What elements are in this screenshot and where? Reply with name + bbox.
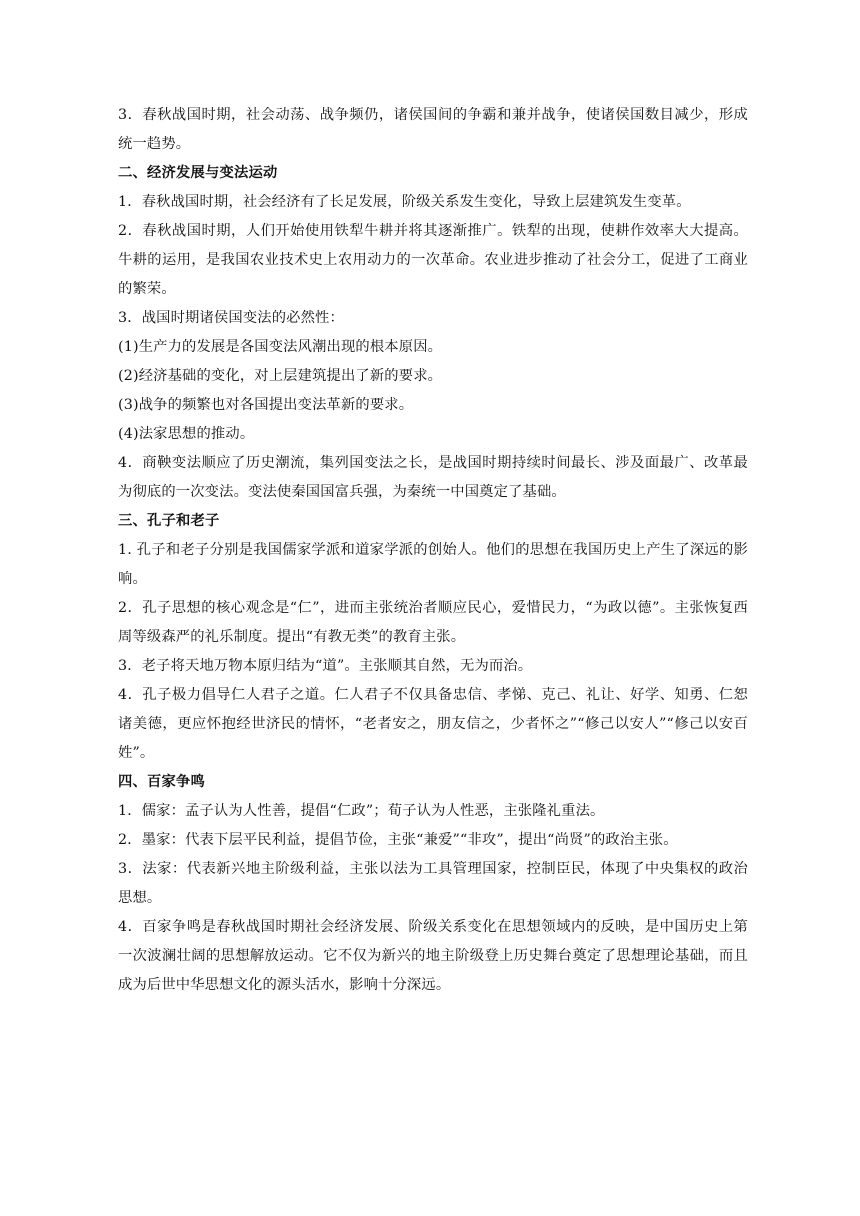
paragraph: 3．老子将天地万物本原归结为“道”。主张顺其自然，无为而治。: [118, 658, 533, 674]
list-item: (1)生产力的发展是各国变法风潮出现的根本原因。: [118, 339, 443, 355]
paragraph: 1．春秋战国时期，社会经济有了长足发展，阶级关系发生变化，导致上层建筑发生变革。: [118, 194, 691, 210]
paragraph: 3．春秋战国时期，社会动荡、战争频仍，诸侯国间的争霸和兼并战争，使诸侯国数目减少，形成统一趋势。: [118, 107, 748, 152]
paragraph: 1．儒家：孟子认为人性善，提倡“仁政”；荀子认为人性恶，主张隆礼重法。: [118, 803, 605, 819]
paragraph: 2．孔子思想的核心观念是“仁”，进而主张统治者顺应民心，爱惜民力，“为政以德”。主张恢复西周等级森严的礼乐制度。提出“有教无类”的教育主张。: [118, 600, 748, 645]
section-heading-hundred-schools: 四、百家争鸣: [118, 774, 205, 790]
paragraph: 2．墨家：代表下层平民利益，提倡节俭，主张“兼爱”“非攻”，提出“尚贤”的政治主张。: [118, 832, 678, 848]
list-item: (4)法家思想的推动。: [118, 426, 255, 442]
paragraph: 4．商鞅变法顺应了历史潮流，集列国变法之长，是战国时期持续时间最长、涉及面最广、改革最为彻底的一次变法。变法使秦国国富兵强，为秦统一中国奠定了基础。: [118, 455, 748, 500]
paragraph: 1. 孔子和老子分别是我国儒家学派和道家学派的创始人。他们的思想在我国历史上产生了深远的影响。: [118, 542, 748, 587]
paragraph: 2．春秋战国时期，人们开始使用铁犁牛耕并将其逐渐推广。铁犁的出现，使耕作效率大大提高。牛耕的运用，是我国农业技术史上农用动力的一次革命。农业进步推动了社会分工，促进了工商业的繁荣。: [118, 223, 748, 297]
section-heading-economy-reform: 二、经济发展与变法运动: [118, 165, 278, 181]
list-item: (2)经济基础的变化，对上层建筑提出了新的要求。: [118, 368, 443, 384]
section-heading-confucius-laozi: 三、孔子和老子: [118, 513, 220, 529]
paragraph: 4．百家争鸣是春秋战国时期社会经济发展、阶级关系变化在思想领域内的反映，是中国历史上第一次波澜壮阔的思想解放运动。它不仅为新兴的地主阶级登上历史舞台奠定了思想理论基础，而且成为后世中华思想文化的源头活水，影响十分深远。: [118, 919, 748, 993]
list-item: (3)战争的频繁也对各国提出变法革新的要求。: [118, 397, 414, 413]
paragraph: 3．法家：代表新兴地主阶级利益，主张以法为工具管理国家，控制臣民，体现了中央集权的政治思想。: [118, 861, 748, 906]
paragraph: 3．战国时期诸侯国变法的必然性：: [118, 310, 344, 326]
paragraph: 4．孔子极力倡导仁人君子之道。仁人君子不仅具备忠信、孝悌、克己、礼让、好学、知勇、仁恕诸美德，更应怀抱经世济民的情怀，“老者安之，朋友信之，少者怀之”“修己以安人”“修己以安百姓”。: [118, 687, 748, 761]
document-page: [118, 101, 748, 1000]
